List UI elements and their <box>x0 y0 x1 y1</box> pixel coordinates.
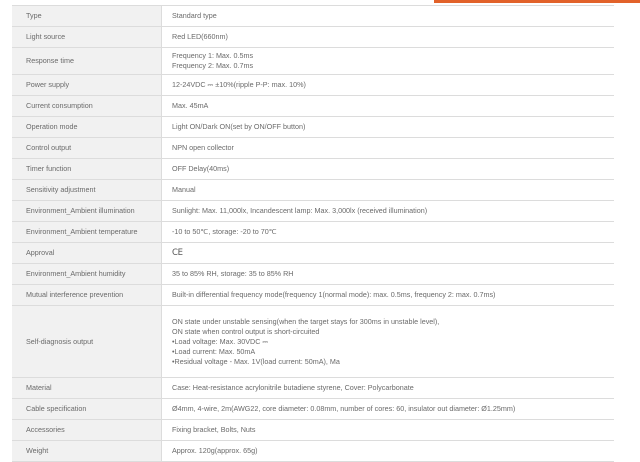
spec-value <box>162 48 615 75</box>
spec-value-line: Light ON/Dark ON(set by ON/OFF button) <box>172 122 306 131</box>
spec-value-line: Standard type <box>172 11 217 20</box>
spec-row <box>12 75 614 96</box>
spec-label: Environment_Ambient illumination <box>12 201 162 222</box>
spec-value-line: •Residual voltage - Max. 1V(load current: 50mA), Ma <box>172 356 340 366</box>
spec-value-line: -10 to 50℃, storage: -20 to 70℃ <box>172 227 277 236</box>
spec-label: Self-diagnosis output <box>12 306 162 378</box>
spec-row <box>12 441 614 462</box>
spec-label: Material <box>12 378 162 399</box>
spec-label: Operation mode <box>12 117 162 138</box>
spec-label: Approval <box>12 243 162 264</box>
spec-value <box>162 117 615 138</box>
ce-mark: CE <box>172 248 183 258</box>
spec-value-line: Approx. 120g(approx. 65g) <box>172 446 258 455</box>
spec-row <box>12 180 614 201</box>
spec-value-line: Max. 45mA <box>172 101 209 110</box>
spec-row <box>12 48 614 75</box>
spec-label: Current consumption <box>12 96 162 117</box>
spec-table-container <box>12 5 614 462</box>
spec-value-line: OFF Delay(40ms) <box>172 164 230 173</box>
spec-label: Control output <box>12 138 162 159</box>
spec-label: Environment_Ambient temperature <box>12 222 162 243</box>
spec-value <box>162 27 615 48</box>
spec-row <box>12 201 614 222</box>
spec-label: Accessories <box>12 420 162 441</box>
spec-value <box>162 201 615 222</box>
spec-label: Mutual interference prevention <box>12 285 162 306</box>
spec-value <box>162 420 615 441</box>
spec-value <box>162 306 615 378</box>
spec-value-line: Ø4mm, 4-wire, 2m(AWG22, core diameter: 0.08mm, number of cores: 60, insulator out diameter: Ø1.25mm) <box>172 404 516 413</box>
top-bar <box>0 0 640 4</box>
spec-value <box>162 399 615 420</box>
spec-value-line: 35 to 85% RH, storage: 35 to 85% RH <box>172 269 294 278</box>
spec-table-body <box>12 6 614 462</box>
spec-value-line: ON state when control output is short-circuited <box>172 326 320 336</box>
spec-row <box>12 285 614 306</box>
spec-row <box>12 264 614 285</box>
spec-value <box>162 6 615 27</box>
spec-row <box>12 222 614 243</box>
spec-row <box>12 399 614 420</box>
spec-row <box>12 378 614 399</box>
spec-row <box>12 138 614 159</box>
spec-value-line: Case: Heat-resistance acrylonitrile butadiene styrene, Cover: Polycarbonate <box>172 383 414 392</box>
spec-value-line: NPN open collector <box>172 143 234 152</box>
spec-value <box>162 378 615 399</box>
spec-row <box>12 420 614 441</box>
spec-label: Cable specification <box>12 399 162 420</box>
spec-value <box>162 138 615 159</box>
spec-value-line: Fixing bracket, Bolts, Nuts <box>172 425 256 434</box>
spec-value-line: Frequency 2: Max. 0.7ms <box>172 61 254 70</box>
spec-row <box>12 27 614 48</box>
spec-value <box>162 96 615 117</box>
spec-value-line: 12-24VDC ⎓ ±10%(ripple P-P: max. 10%) <box>172 80 306 89</box>
spec-row <box>12 159 614 180</box>
spec-label: Light source <box>12 27 162 48</box>
spec-value-line: Manual <box>172 185 196 194</box>
spec-value <box>162 75 615 96</box>
spec-value-line: •Load current: Max. 50mA <box>172 346 256 356</box>
spec-value <box>162 222 615 243</box>
spec-label: Environment_Ambient humidity <box>12 264 162 285</box>
spec-value-line: Sunlight: Max. 11,000lx, Incandescent lamp: Max. 3,000lx (received illumination) <box>172 206 428 215</box>
spec-label: Type <box>12 6 162 27</box>
spec-value-line: Red LED(660nm) <box>172 32 228 41</box>
spec-label: Weight <box>12 441 162 462</box>
spec-value <box>162 441 615 462</box>
spec-row <box>12 117 614 138</box>
spec-value-line: ON state under unstable sensing(when the target stays for 300ms in unstable level), <box>172 316 440 326</box>
spec-value-line: Frequency 1: Max. 0.5ms <box>172 51 254 60</box>
accent-stripe <box>434 0 640 3</box>
spec-row <box>12 96 614 117</box>
spec-value-line: •Load voltage: Max. 30VDC ⎓ <box>172 336 269 346</box>
spec-row <box>12 306 614 378</box>
spec-label: Response time <box>12 48 162 75</box>
spec-label: Timer function <box>12 159 162 180</box>
spec-value <box>162 180 615 201</box>
spec-value <box>162 243 615 264</box>
spec-value-line: Built-in differential frequency mode(frequency 1(normal mode): max. 0.5ms, frequency 2: max. 0.7ms) <box>172 290 496 299</box>
spec-label: Power supply <box>12 75 162 96</box>
spec-label: Sensitivity adjustment <box>12 180 162 201</box>
spec-value <box>162 285 615 306</box>
spec-value <box>162 264 615 285</box>
spec-row <box>12 6 614 27</box>
spec-row <box>12 243 614 264</box>
spec-table <box>12 5 614 462</box>
spec-value <box>162 159 615 180</box>
